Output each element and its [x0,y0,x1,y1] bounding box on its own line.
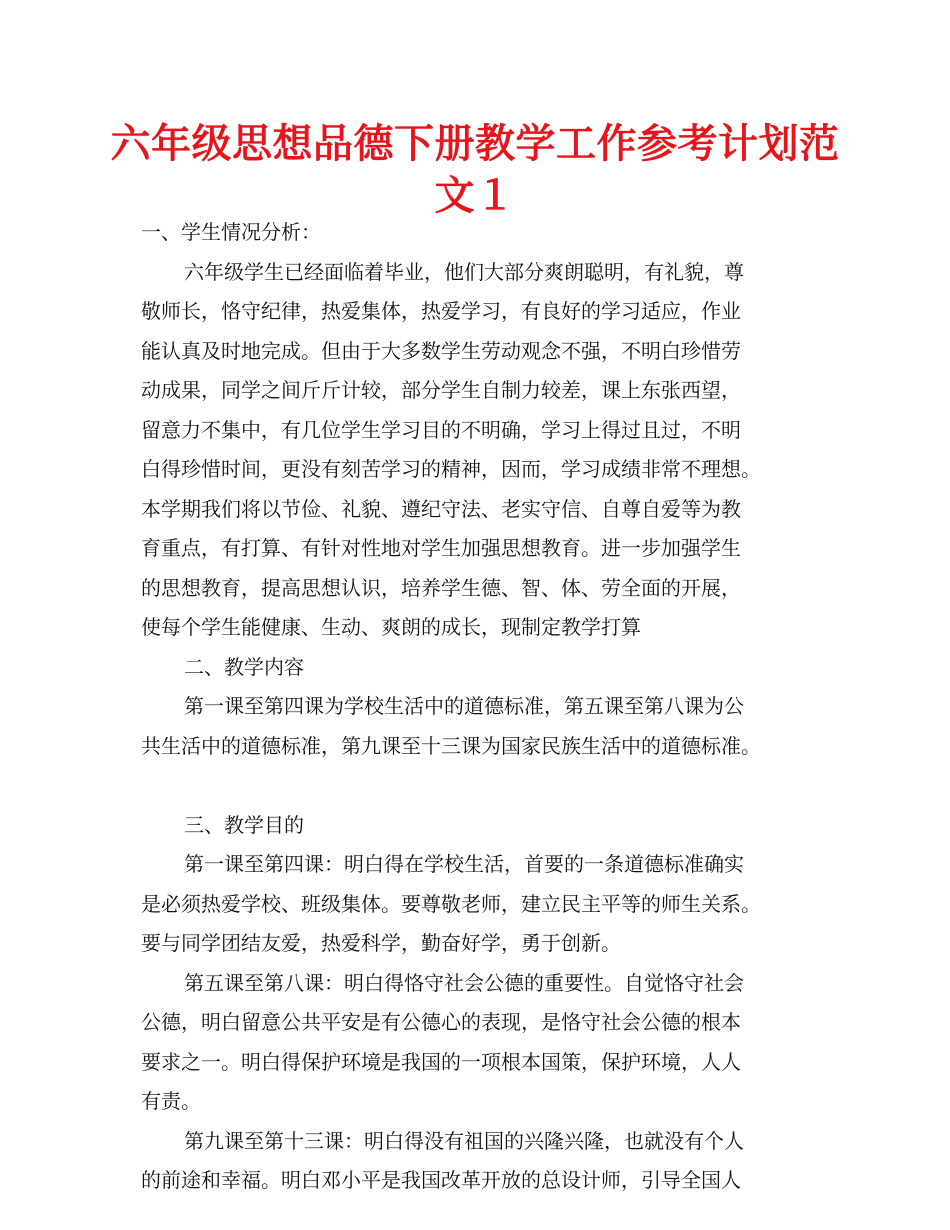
text-line: 是必须热爱学校、班级集体。要尊敬老师，建立民主平等的师生关系。 [141,891,761,916]
document-title [100,118,850,222]
text-line: 白得珍惜时间，更没有刻苦学习的精神，因而，学习成绩非常不理想。 [141,457,761,481]
title-line-2: 文１ [434,173,516,219]
title-line-1: 六年级思想品德下册教学工作参考计划范 [110,121,840,167]
text-line: 第一课至第四课：明白得在学校生活，首要的一条道德标准确实 [184,852,744,876]
text-line: 本学期我们将以节俭、礼貌、遵纪守法、老实守信、自尊自爱等为教 [141,496,741,521]
text-line: 第九课至第十三课：明白得没有祖国的兴隆兴隆，也就没有个人 [184,1128,744,1153]
text-line: 的思想教育，提高思想认识，培养学生德、智、体、劳全面的开展， [141,575,741,600]
text-line: 二、教学内容 [184,654,304,679]
document-body [141,213,831,1201]
text-line: 有责。 [141,1089,201,1113]
text-line: 留意力不集中，有几位学生学习目的不明确，学习上得过且过，不明 [141,417,741,442]
text-line: 共生活中的道德标准，第九课至十三课为国家民族生活中的道德标准。 [141,733,761,758]
text-line: 六年级学生已经面临着毕业，他们大部分爽朗聪明，有礼貌，尊 [184,259,744,284]
text-line: 要求之一。明白得保护环境是我国的一项根本国策，保护环境，人人 [141,1049,741,1074]
text-line: 能认真及时地完成。但由于大多数学生劳动观念不强，不明白珍惜劳 [141,338,741,363]
text-line: 第一课至第四课为学校生活中的道德标准，第五课至第八课为公 [184,694,744,718]
text-line: 育重点，有打算、有针对性地对学生加强思想教育。进一步加强学生 [141,536,741,560]
text-line: 要与同学团结友爱，热爱科学，勤奋好学，勇于创新。 [141,931,621,955]
text-line: 一、学生情况分析： [141,220,321,244]
blank-line [141,766,831,806]
text-line: 敬师长，恪守纪律，热爱集体，热爱学习，有良好的学习适应，作业 [141,299,741,323]
text-line: 第五课至第八课：明白得恪守社会公德的重要性。自觉恪守社会 [184,970,744,995]
text-line: 三、教学目的 [184,812,304,837]
text-line: 公德，明白留意公共平安是有公德心的表现，是恪守社会公德的根本 [141,1010,741,1034]
text-line: 使每个学生能健康、生动、爽朗的成长，现制定教学打算 [141,615,641,639]
text-line: 动成果，同学之间斤斤计较，部分学生自制力较差，课上东张西望， [141,378,741,402]
text-line: 的前途和幸福。明白邓小平是我国改革开放的总设计师，引导全国人 [141,1168,741,1192]
